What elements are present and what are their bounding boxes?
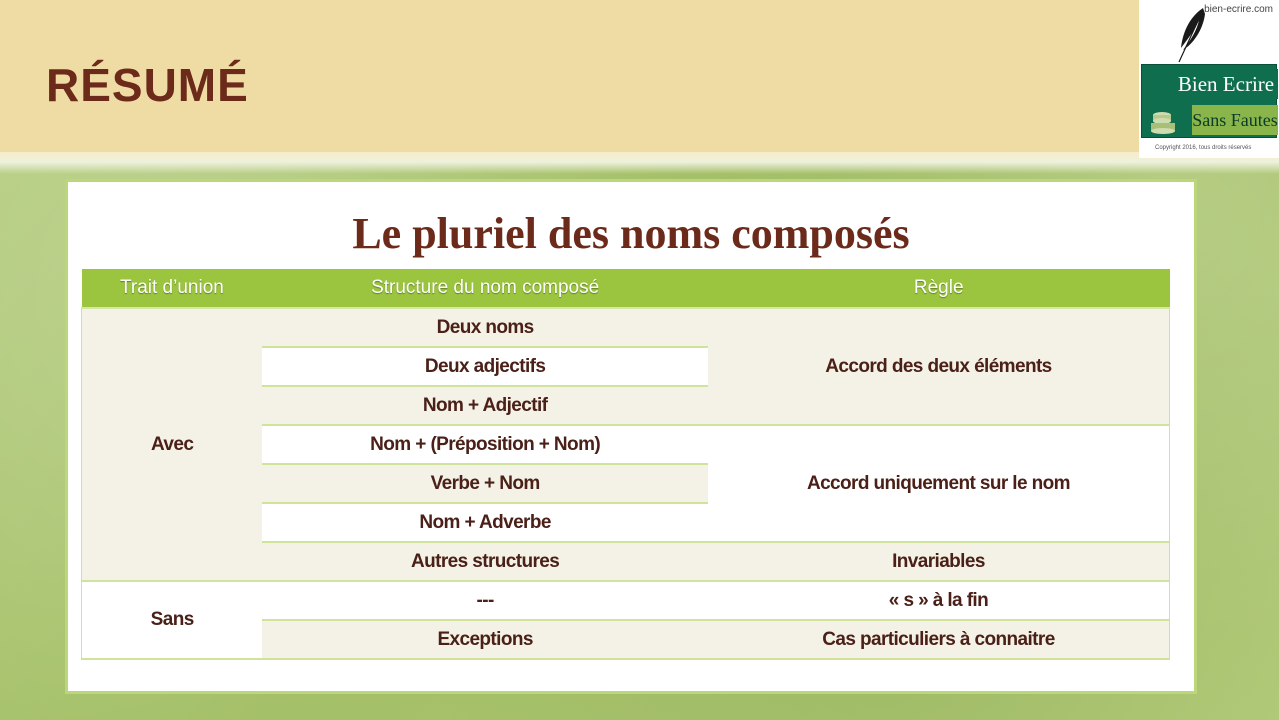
logo-copyright: Copyright 2016, tous droits réservés bbox=[1155, 145, 1252, 151]
logo-line2: Sans Fautes bbox=[1192, 105, 1278, 135]
avec-cell: Avec bbox=[82, 308, 263, 581]
logo-banner bbox=[1141, 64, 1277, 138]
rule-cell: « s » à la fin bbox=[708, 581, 1170, 620]
structure-cell: Deux adjectifs bbox=[262, 347, 708, 386]
table-row bbox=[82, 581, 1170, 620]
structure-cell: Exceptions bbox=[262, 620, 708, 659]
logo-url: bien-ecrire.com bbox=[1204, 4, 1273, 15]
structure-cell: Verbe + Nom bbox=[262, 464, 708, 503]
rule-cell: Cas particuliers à connaitre bbox=[708, 620, 1170, 659]
header-edge bbox=[0, 152, 1279, 174]
feather-icon bbox=[1173, 6, 1213, 64]
structure-cell: Deux noms bbox=[262, 308, 708, 347]
rule-cell: Accord des deux éléments bbox=[708, 308, 1170, 425]
sans-cell: Sans bbox=[82, 581, 263, 659]
book-stack-icon bbox=[1148, 107, 1188, 137]
structure-cell: --- bbox=[262, 581, 708, 620]
summary-table bbox=[81, 269, 1170, 660]
slide-title: RÉSUMÉ bbox=[46, 59, 249, 111]
rule-cell: Accord uniquement sur le nom bbox=[708, 425, 1170, 542]
structure-cell: Nom + Adjectif bbox=[262, 386, 708, 425]
logo-line1: Bien Ecrire bbox=[1174, 69, 1278, 99]
header-rule: Règle bbox=[708, 269, 1170, 308]
structure-cell: Autres structures bbox=[262, 542, 708, 581]
summary-card bbox=[65, 179, 1197, 694]
logo bbox=[1139, 0, 1279, 158]
table-row bbox=[82, 308, 1170, 347]
header-trait-union: Trait d’union bbox=[82, 269, 263, 308]
header-structure: Structure du nom composé bbox=[262, 269, 708, 308]
table-title: Le pluriel des noms composés bbox=[352, 209, 910, 258]
structure-cell: Nom + Adverbe bbox=[262, 503, 708, 542]
rule-cell: Invariables bbox=[708, 542, 1170, 581]
structure-cell: Nom + (Préposition + Nom) bbox=[262, 425, 708, 464]
table-header-row bbox=[82, 269, 1170, 308]
